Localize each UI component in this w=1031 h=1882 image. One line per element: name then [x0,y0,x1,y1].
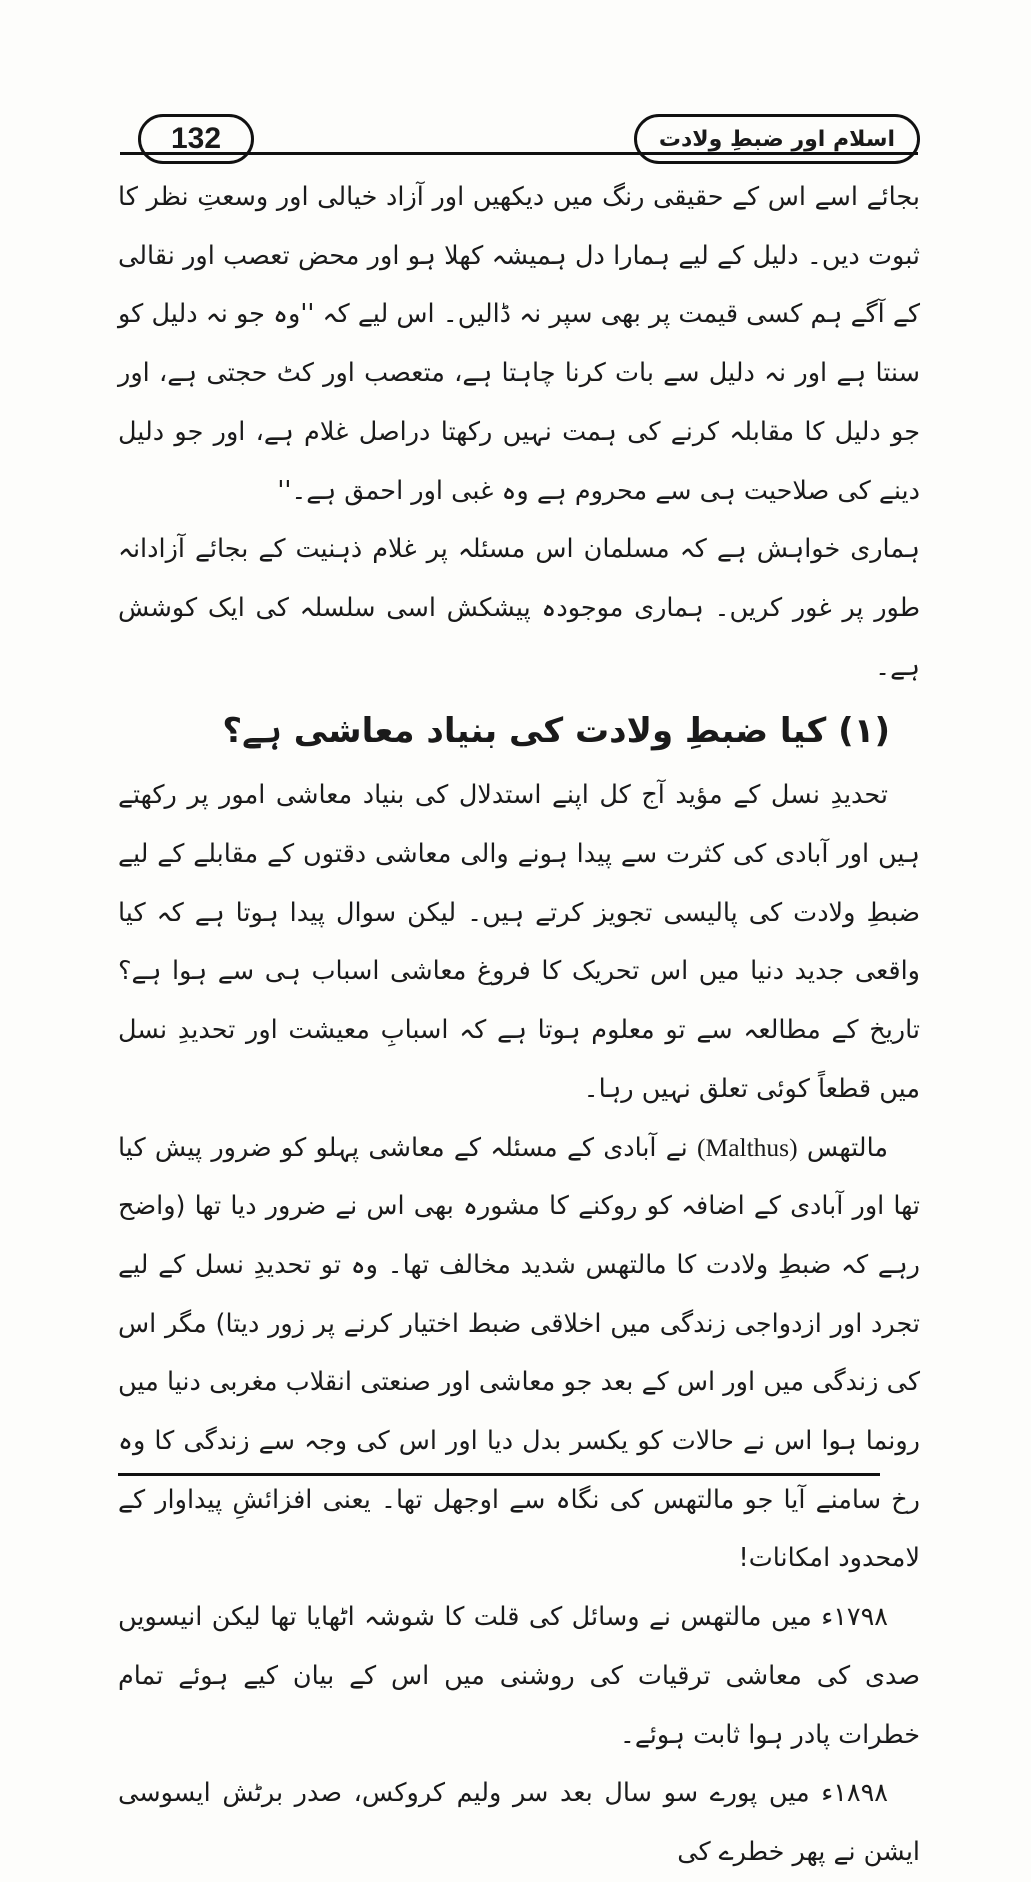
header-rule [120,152,918,155]
paragraph: ۱۸۹۸ء میں پورے سو سال بعد سر ولیم کروکس، صدر برٹش ایسوسی ایشن نے پھر خطرے کی [118,1778,920,1867]
paragraph: ۱۷۹۸ء میں مالتھس نے وسائل کی قلت کا شوشہ اٹھایا تھا لیکن انیسویں صدی کی معاشی ترقیات کی روشنی میں اس کے بیان کیے ہوئے تمام خطرات پادر ہوا ثابت ہوئے۔ [118,1602,920,1750]
paragraph: تحدیدِ نسل کے مؤید آج کل اپنے استدلال کی بنیاد معاشی امور پر رکھتے ہیں اور آبادی کی کثرت سے پیدا ہونے والی معاشی دقتوں کے مقابلے کے لیے ضبطِ ولادت کی پالیسی تجویز کرتے ہیں۔ لیکن سوال پیدا ہوتا ہے کہ کیا واقعی جدید دنیا میں اس تحریک کا فروغ معاشی اسباب ہی سے ہوا ہے؟ تاریخ کے مطالعہ سے تو معلوم ہوتا ہے کہ اسبابِ معیشت اور تحدیدِ نسل میں قطعاً کوئی تعلق نہیں رہا۔ [118,780,920,1104]
footer-rule [118,1473,880,1476]
page-number: 132 [138,114,254,164]
paragraph: بجائے اسے اس کے حقیقی رنگ میں دیکھیں اور آزاد خیالی اور وسعتِ نظر کا ثبوت دیں۔ دلیل کے لیے ہمارا دل ہمیشہ کھلا ہو اور محض تعصب اور نقالی کے آگے ہم کسی قیمت پر بھی سپر نہ ڈالیں۔ اس لیے کہ ''وہ جو نہ دلیل کو سنتا ہے اور نہ دلیل سے بات کرنا چاہتا ہے، متعصب اور کٹ حجتی ہے، اور جو دلیل کا مقابلہ کرنے کی ہمت نہیں رکھتا دراصل غلام ہے، اور جو دلیل دینے کی صلاحیت ہی سے محروم ہے وہ غبی اور احمق ہے۔'' [118,182,920,506]
paragraph [118,1119,920,1589]
running-title: اسلام اور ضبطِ ولادت [634,114,920,164]
section-heading: (۱) کیا ضبطِ ولادت کی بنیاد معاشی ہے؟ [222,711,890,752]
page-header [120,108,920,168]
name-urdu: مالتھس [806,1132,889,1163]
name-latin: (Malthus) [697,1132,798,1162]
paragraph-text: نے آبادی کے مسئلہ کے معاشی پہلو کو ضرور پیش کیا تھا اور آبادی کے اضافہ کو روکنے کا مشورہ بھی اس نے ضرور دیا تھا (واضح رہے کہ ضبطِ ولادت کا مالتھس شدید مخالف تھا۔ وہ تو تحدیدِ نسل کے لیے تجرد اور ازدواجی زندگی میں اخلاقی ضبط اختیار کرنے پر زور دیتا) مگر اس کی زندگی میں اور اس کے بعد جو معاشی اور صنعتی انقلاب مغربی دنیا میں رونما ہوا اس نے حالات کو یکسر بدل دیا اور اس کی وجہ سے زندگی کا وہ رخ سامنے آیا جو مالتھس کی نگاہ سے اوجھل تھا۔ یعنی افزائشِ پیداوار کے لامحدود امکانات! [118,1132,920,1574]
body-text [118,168,920,1882]
paragraph: ہماری خواہش ہے کہ مسلمان اس مسئلہ پر غلام ذہنیت کے بجائے آزادانہ طور پر غور کریں۔ ہماری موجودہ پیشکش اسی سلسلہ کی ایک کوشش ہے۔ [118,534,920,682]
